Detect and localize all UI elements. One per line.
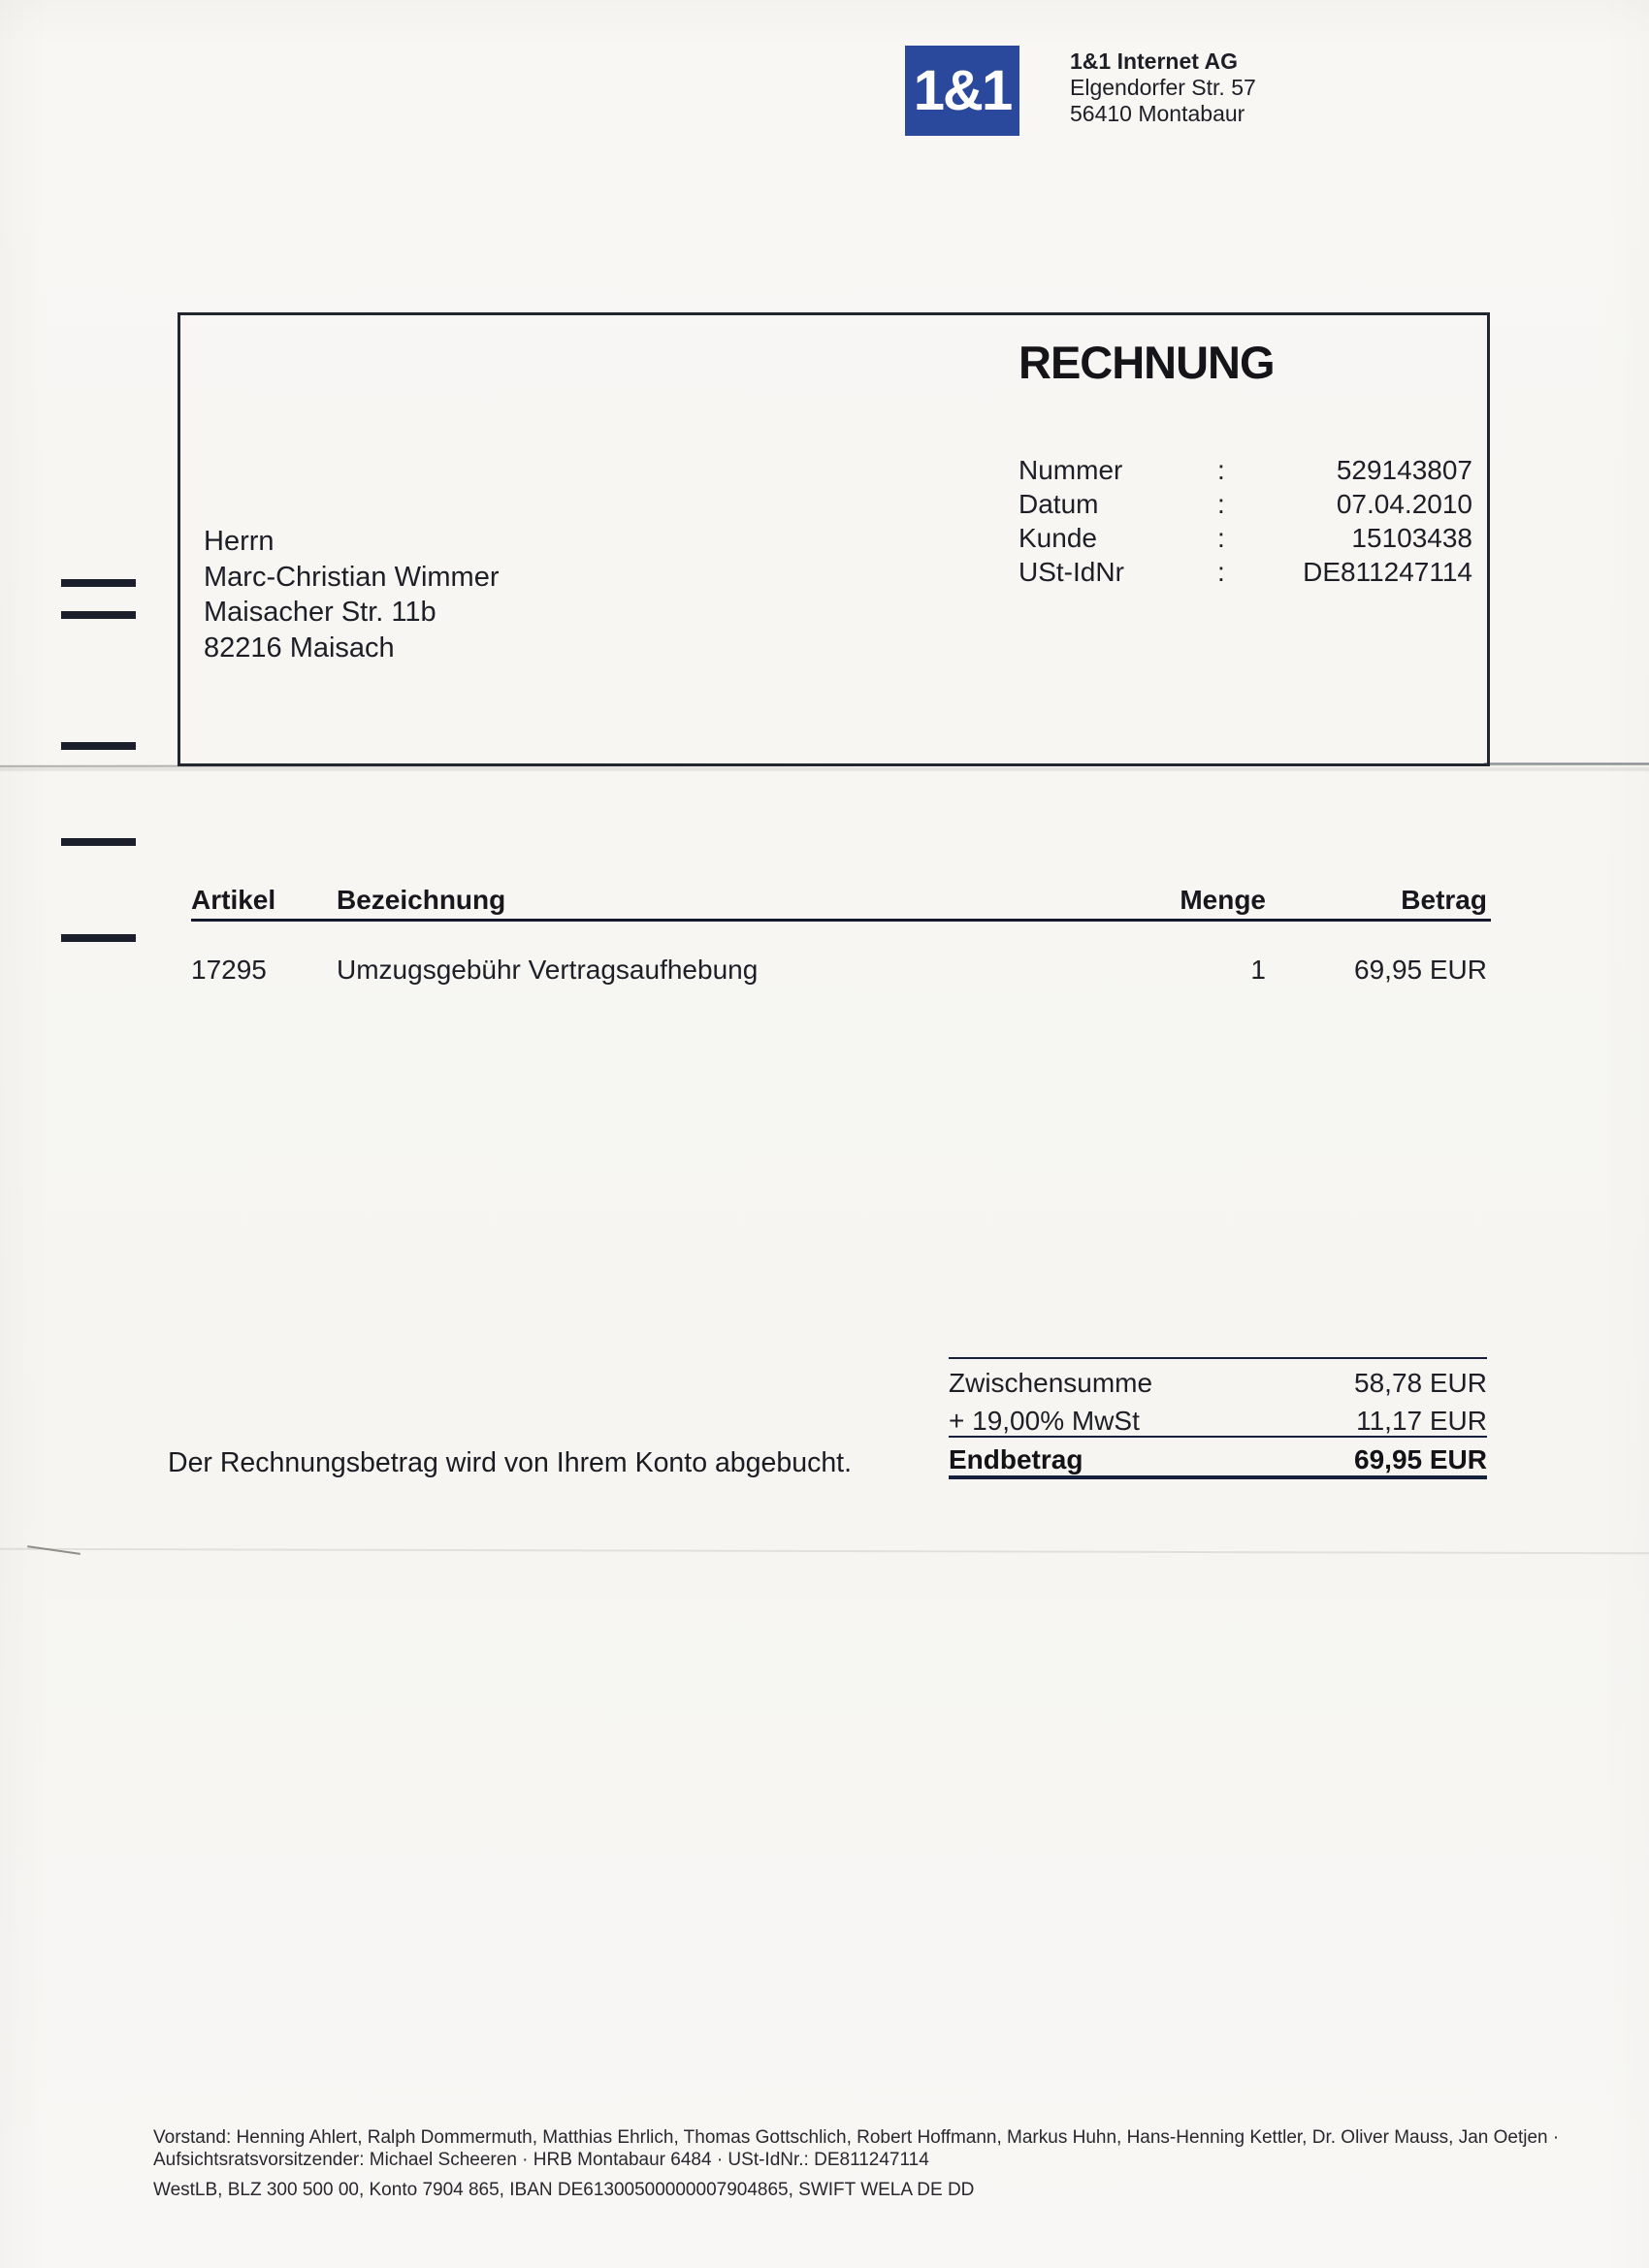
fold-mark — [61, 579, 136, 587]
column-header-betrag: Betrag — [1401, 885, 1487, 915]
footer-vorstand-line: Vorstand: Henning Ahlert, Ralph Dommermuth, Matthias Ehrlich, Thomas Gottschlich, Robert Hoffmann, Markus Huhn, Hans-Henning Kettler, Dr. Oliver Mauss, Jan Oetjen · — [153, 2127, 1560, 2148]
sender-street: Elgendorfer Str. 57 — [1070, 75, 1256, 100]
column-header-menge: Menge — [1180, 885, 1266, 915]
1and1-logo — [905, 46, 1019, 136]
totals-value: 11,17 EUR — [1356, 1406, 1487, 1436]
sender-address-block — [1070, 49, 1256, 127]
meta-value: 529143807 — [1336, 455, 1472, 485]
paper-crease — [0, 1548, 1649, 1554]
totals-mid-rule — [949, 1436, 1487, 1438]
totals-top-rule — [949, 1357, 1487, 1359]
recipient-street: Maisacher Str. 11b — [204, 597, 436, 628]
meta-separator: : — [1217, 455, 1225, 485]
meta-value: 07.04.2010 — [1336, 489, 1472, 519]
paper-crease — [27, 1545, 81, 1555]
meta-label: Nummer — [1018, 455, 1123, 485]
totals-label: Zwischensumme — [949, 1368, 1153, 1398]
table-header-rule — [191, 919, 1491, 922]
sender-city: 56410 Montabaur — [1070, 101, 1245, 126]
totals-label: + 19,00% MwSt — [949, 1406, 1140, 1436]
column-header-bezeichnung: Bezeichnung — [337, 885, 506, 915]
recipient-name: Marc-Christian Wimmer — [204, 561, 500, 593]
meta-separator: : — [1217, 557, 1225, 587]
meta-label: Kunde — [1018, 523, 1097, 553]
totals-row-mwst — [949, 1405, 1487, 1437]
fold-mark — [61, 934, 136, 942]
paper-crease — [0, 767, 1649, 771]
meta-label: Datum — [1018, 489, 1099, 519]
cell-betrag: 69,95 EUR — [1354, 955, 1487, 985]
column-header-artikel: Artikel — [191, 885, 276, 915]
footer-bank-line: WestLB, BLZ 300 500 00, Konto 7904 865, IBAN DE61300500000007904865, SWIFT WELA DE DD — [153, 2180, 975, 2200]
meta-value: DE811247114 — [1303, 557, 1472, 587]
meta-row-datum — [1018, 488, 1472, 520]
fold-mark — [61, 611, 136, 619]
invoice-title: RECHNUNG — [1018, 337, 1275, 388]
recipient-salutation: Herrn — [204, 526, 275, 557]
recipient-address-block — [204, 524, 500, 665]
totals-row-zwischensumme — [949, 1367, 1487, 1399]
meta-row-nummer — [1018, 454, 1472, 486]
meta-value: 15103438 — [1351, 523, 1472, 553]
logo-text: 1&1 — [913, 59, 1012, 122]
meta-separator: : — [1217, 523, 1225, 553]
sender-company: 1&1 Internet AG — [1070, 49, 1238, 74]
meta-separator: : — [1217, 489, 1225, 519]
recipient-city: 82216 Maisach — [204, 632, 395, 664]
paper-crease — [1484, 762, 1649, 764]
meta-row-ustidnr — [1018, 556, 1472, 588]
fold-mark — [61, 742, 136, 750]
fold-mark — [61, 838, 136, 846]
payment-note: Der Rechnungsbetrag wird von Ihrem Konto abgebucht. — [168, 1447, 852, 1478]
cell-menge: 1 — [1250, 955, 1266, 985]
totals-row-endbetrag — [949, 1443, 1487, 1475]
totals-final-label: Endbetrag — [949, 1444, 1083, 1474]
totals-final-value: 69,95 EUR — [1354, 1444, 1487, 1474]
cell-bezeichnung: Umzugsgebühr Vertragsaufhebung — [337, 955, 759, 985]
meta-row-kunde — [1018, 522, 1472, 554]
cell-artikel: 17295 — [191, 955, 267, 985]
totals-bottom-rule — [949, 1475, 1487, 1479]
totals-value: 58,78 EUR — [1354, 1368, 1487, 1398]
footer-aufsichtsrat-line: Aufsichtsratsvorsitzender: Michael Scheeren · HRB Montabaur 6484 · USt-IdNr.: DE811247114 — [153, 2150, 929, 2170]
meta-label: USt-IdNr — [1018, 557, 1124, 587]
